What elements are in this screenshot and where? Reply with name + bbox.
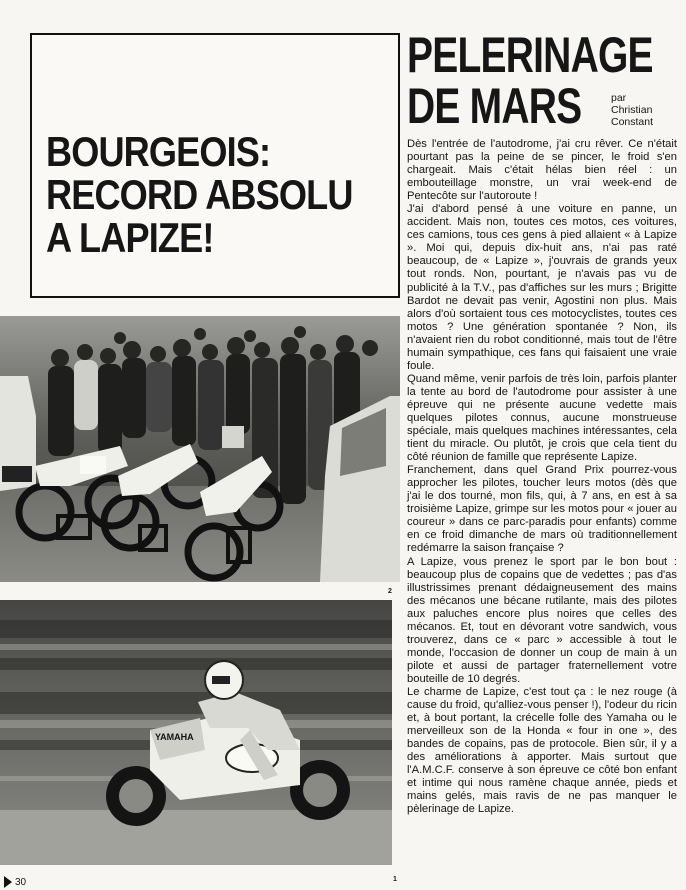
racer-photo [0, 600, 392, 865]
headline [46, 128, 353, 261]
paragraph: Dès l'entrée de l'autodrome, j'ai cru rêver. Ce n'était pourtant pas la peine de se pincer, le froid s'en chargeait. Mais c'était hélas bien réel : un embouteillage monstre, un vrai week-end de Pentecôte sur l'autoroute ! [407, 138, 677, 203]
title-line: PELERINAGE [407, 27, 653, 83]
headline-line: A LAPIZE! [46, 214, 214, 261]
page-folio [4, 876, 26, 888]
svg-text:YAMAHA: YAMAHA [155, 732, 194, 742]
paragraph: Le charme de Lapize, c'est tout ça : le nez rouge (à cause du froid, qu'alliez-vous penser !), l'odeur du ricin et, à bout portant, la crécelle folle des Yamaha ou le merveilleux son de la Honda « four in one », des bandes de copains, pas de protocole. Bien sûr, il y a des améliorations à apporter. Mais surtout que l'A.M.C.F. conserve à son épreuve ce côté bon enfant et intime qui nous ramène chaque année, pieds et mains gelés, mais ravis de ne pas manquer le pèlerinage de Lapize. [407, 685, 677, 816]
headline-box [30, 33, 400, 298]
byline-line: Constant [611, 116, 654, 128]
headline-line: BOURGEOIS: [46, 128, 271, 175]
paragraph: J'ai d'abord pensé à une voiture en panne, un accident. Mais non, toutes ces motos, ces voitures, ces camions, tous ces gens à pied allaient « à Lapize ». Moi qui, depuis dix-huit ans, n'ai pas raté beaucoup, de « Lapize », j'ouvrais de grands yeux tout ronds. Non, pourtant, je n'avais pas vu de publicité à la T.V., pas d'affiches sur les murs ; Brigitte Bardot ne devait pas venir, Agostini non plus. Mais alors d'où sortaient tous ces motocyclistes, toutes ces motos ? Une génération spontanée ? Non, ils n'avaient rien du robot conditionné, mais tout de l'être humain sympathique, ces fans qui faisaient une vraie foule. [407, 203, 677, 372]
paragraph: A Lapize, vous prenez le sport par le bon bout : beaucoup plus de copains que de vedettes ; pas d'as illustrissimes prenant dédaigneusement des mains des mécanos une bécane rutilante, mais des pilotes aux paluches encore plus noires que celles des mécanos. Et, tout en dévorant votre sandwich, vous trouverez, dans ce « parc » accessible à tout le monde, l'occasion de donner un coup de main à un pilote et aussi de partager fraternellement votre bouteille de 10 degrés. [407, 555, 677, 685]
byline [611, 92, 653, 128]
figure-number: 1 [393, 876, 397, 883]
byline-line: Christian [611, 104, 653, 116]
page-number: 30 [15, 876, 27, 888]
paragraph: Quand même, venir parfois de très loin, parfois planter la tente au bord de l'autodrome pour assister à une épreuve qui ne présente aucune vedette mais quelques pilotes connus, aucune monstrueuse spéciale, mais quelques machines intéressantes, cela tient du miracle. Ou plutôt, je crois que cela tient du côté réunion de famille que représente Lapize. [407, 372, 677, 464]
title-line: DE MARS [407, 78, 582, 134]
paddock-photo [0, 316, 400, 582]
folio-arrow-icon [4, 876, 12, 888]
headline-line: RECORD ABSOLU [46, 171, 353, 218]
figure-number: 2 [388, 588, 392, 595]
byline-line: par [611, 92, 627, 104]
article-body [407, 138, 677, 816]
paragraph: Franchement, dans quel Grand Prix pourrez-vous approcher les pilotes, toucher leurs motos (dès que j'ai le dos tourné, mon fils, qui, à 7 ans, en est à sa troisième Lapize, grimpe sur les motos pour « jouer au coureur » dans ce parc-paradis pour enfants) comme en ce froid dimanche de mars où traditionnellement redémarre la saison française ? [407, 464, 677, 555]
